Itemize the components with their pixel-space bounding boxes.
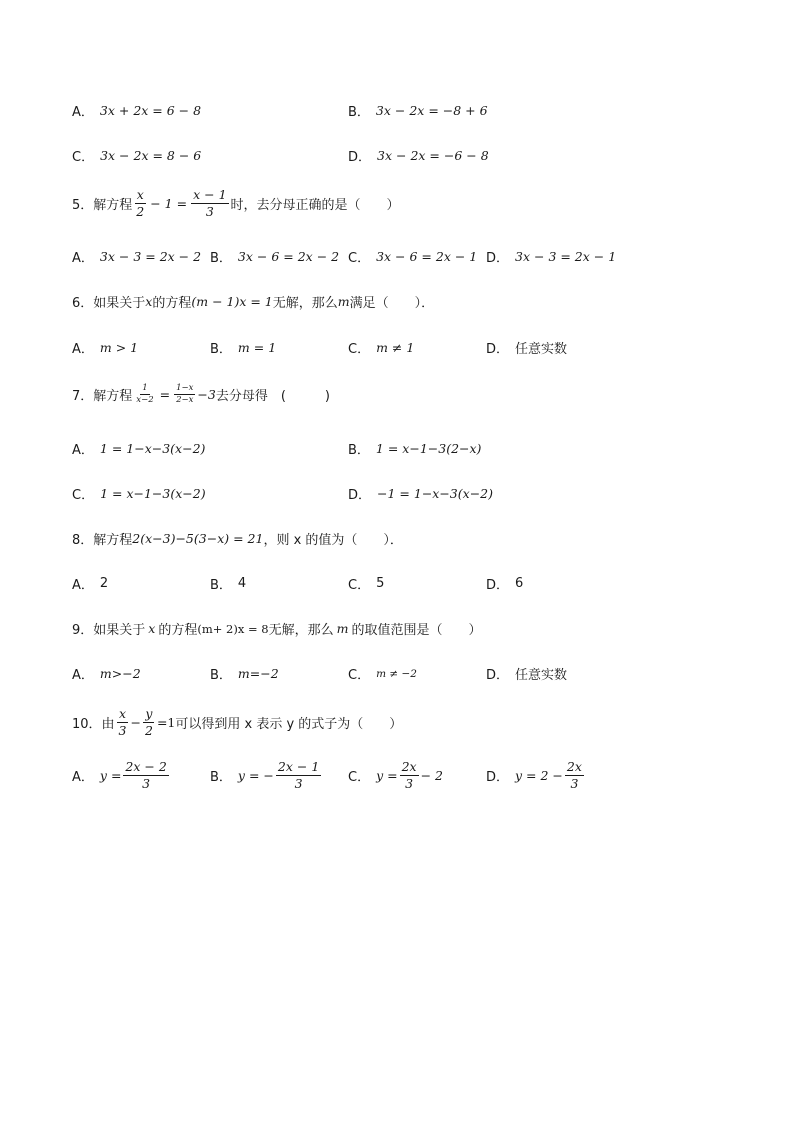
q10-eq: =1 [156,714,176,730]
option-math: 3x − 2x = −8 + 6 [375,103,488,118]
option-label: A． [72,578,94,593]
option-value: 2 [99,576,109,591]
q9-suffix: 的取值范围是（ ） [351,623,482,638]
q8-prefix: 8．解方程 [72,533,133,548]
q7-suffix: 去分母得 ( ) [215,389,331,405]
q6-option-d[interactable] [486,338,567,357]
fraction-numerator: 1−x [174,384,195,395]
option-label: C． [348,342,371,357]
q6-prefix: 6．如果关于 [72,296,146,311]
q10-stem [72,707,402,738]
option-lhs: y = [99,767,122,783]
option-label: C． [348,578,371,593]
q6-mid1: 的方程 [152,296,192,311]
option-math: 1 = x−1−3(2−x) [375,441,482,456]
fraction-denominator: 2−x [176,395,194,406]
q10-fraction-1 [117,707,129,738]
fraction-denominator: 3 [570,775,579,791]
q10-option-d[interactable] [486,760,586,791]
option-value: 4 [237,576,247,591]
fraction-numerator: 2x − 2 [125,759,167,774]
q7-tail: −3 [197,387,216,403]
q9-option-c[interactable] [348,664,417,683]
q10-option-c[interactable] [348,760,443,791]
option-math: 1 = x−1−3(x−2) [100,486,206,501]
q8-options [0,574,794,594]
option-math: 3x − 6 = 2x − 2 [237,249,340,264]
option-label: D． [348,150,372,165]
fraction-numerator: x [136,187,144,202]
q6-var-x: x [145,294,153,309]
option-label: A． [72,769,94,785]
q6-options [0,338,794,358]
option-fraction [565,760,584,791]
fraction-denominator: 2 [144,722,153,738]
option-math: m>−2 [99,666,141,681]
option-label: C． [72,150,95,165]
q7-options-row2 [0,484,794,504]
option-math: 3x − 2x = −6 − 8 [377,148,489,163]
option-math: 3x + 2x = 6 − 8 [99,103,202,118]
q5-option-a[interactable] [72,247,201,266]
q9-prefix: 9．如果关于 [72,623,146,638]
option-label: B． [210,342,232,357]
option-label: B． [348,443,370,458]
q4-option-a[interactable] [72,101,201,120]
option-fraction [400,760,419,791]
option-label: B． [210,769,232,785]
q9-options [0,664,794,684]
q10-options [0,760,794,800]
q10-fraction-2 [143,707,155,738]
option-lhs: y = [376,767,398,783]
option-fraction [276,760,321,791]
fraction-denominator: 3 [118,722,127,738]
q6-stem [72,292,434,311]
option-fraction [123,760,168,791]
option-label: C． [348,251,371,266]
fraction-denominator: 3 [405,775,414,791]
q9-mid1: 的方程 [158,623,198,638]
q6-suffix: 满足（ ）． [349,296,435,311]
q7-prefix: 7．解方程 [72,389,133,405]
option-label: D． [348,488,372,503]
option-label: C． [348,668,371,683]
option-label: D． [486,251,510,266]
q5-option-d[interactable] [486,247,616,266]
option-tail: − 2 [420,767,444,783]
q6-option-a[interactable] [72,338,138,357]
option-value: 6 [515,576,524,591]
fraction-numerator: 2x − 1 [277,759,320,774]
q7-eq: = [159,387,171,403]
option-math: 3x − 6 = 2x − 1 [376,249,478,264]
fraction-numerator: 2x [401,759,417,774]
q7-options-row1 [0,439,794,459]
fraction-numerator: 1 [140,384,149,395]
option-lhs: y = 2 − [515,767,563,783]
q4-option-c[interactable] [72,146,201,165]
fraction-denominator: x−2 [136,395,154,406]
q8-equation: 2(x−3)−5(3−x) = 21 [132,531,264,546]
q4-option-d[interactable] [348,146,489,165]
q10-option-b[interactable] [210,760,323,791]
q10-prefix: 10．由 [72,716,115,732]
fraction-denominator: 2 [136,203,145,219]
option-value: 5 [376,576,385,591]
option-label: D． [486,578,510,593]
option-label: C． [72,488,95,503]
q5-fraction-2 [191,188,228,219]
q9-option-a[interactable] [72,664,141,683]
fraction-numerator: y [145,706,153,721]
q8-option-d[interactable] [486,574,523,593]
option-lhs: y = − [237,767,274,783]
q9-equation: (m+ 2)x = 8 [197,621,269,636]
q4-option-b[interactable] [348,101,488,120]
option-label: B． [210,668,232,683]
option-label: A． [72,251,94,266]
q10-suffix: 可以得到用 x 表示 y 的式子为（ ） [175,716,403,732]
q5-fraction-1 [134,188,146,219]
option-label: D． [486,668,510,683]
option-math: 1 = 1−x−3(x−2) [99,441,206,456]
q5-option-c[interactable] [348,247,477,266]
q9-option-b[interactable] [210,664,279,683]
option-math: 3x − 2x = 8 − 6 [100,148,202,163]
option-text: 任意实数 [515,342,568,357]
option-math: m ≠ 1 [376,340,415,355]
q8-suffix: ，则 x 的值为（ ）． [263,533,403,548]
option-label: D． [486,769,510,785]
q10-minus: − [130,714,141,730]
q5-mid: − 1 = [150,195,188,211]
q7-stem [72,384,330,406]
q8-option-a[interactable] [72,574,108,593]
q5-options [0,247,794,267]
option-label: B． [210,578,232,593]
fraction-denominator: 3 [142,775,151,791]
option-math: m ≠ −2 [376,667,417,680]
option-math: 3x − 3 = 2x − 2 [99,249,202,264]
fraction-denominator: 3 [205,203,214,219]
q5-stem [72,188,400,219]
fraction-numerator: 2x [566,759,582,774]
option-label: A． [72,105,94,120]
q6-mid2: 无解，那么 [272,296,338,311]
q8-stem [72,529,403,548]
q10-option-a[interactable] [72,760,171,791]
option-label: A． [72,443,94,458]
q9-var-m: m [336,621,349,636]
q4-options-row2 [0,146,794,166]
option-label: A． [72,668,94,683]
q7-option-b[interactable] [348,439,481,458]
option-text: 任意实数 [515,668,568,683]
q7-option-c[interactable] [72,484,206,503]
q7-option-a[interactable] [72,439,205,458]
option-label: B． [210,251,232,266]
fraction-numerator: x [118,706,127,721]
option-label: A． [72,342,94,357]
option-math: m = 1 [237,340,277,355]
q7-fraction-1 [134,384,155,406]
option-math: 3x − 3 = 2x − 1 [515,249,617,264]
q4-options-row1 [0,101,794,121]
q7-option-d[interactable] [348,484,493,503]
q8-option-c[interactable] [348,574,384,593]
q6-var-m: m [337,294,350,309]
q6-option-c[interactable] [348,338,414,357]
fraction-denominator: 3 [294,775,303,791]
option-math: −1 = 1−x−3(x−2) [377,486,493,501]
q9-stem [72,619,482,638]
option-label: C． [348,769,371,785]
q9-option-d[interactable] [486,664,567,683]
q5-suffix: 时，去分母正确的是（ ） [230,197,400,213]
q5-option-b[interactable] [210,247,339,266]
q7-fraction-2 [174,384,195,406]
fraction-numerator: x − 1 [193,187,227,202]
option-math: m=−2 [237,666,279,681]
q6-equation: (m − 1)x = 1 [191,294,273,309]
option-label: B． [348,105,370,120]
q8-option-b[interactable] [210,574,246,593]
q6-option-b[interactable] [210,338,276,357]
q9-var-x: x [148,621,156,636]
option-math: m > 1 [99,340,139,355]
q9-mid2: 无解，那么 [268,623,334,638]
q5-prefix: 5．解方程 [72,197,133,213]
option-label: D． [486,342,510,357]
